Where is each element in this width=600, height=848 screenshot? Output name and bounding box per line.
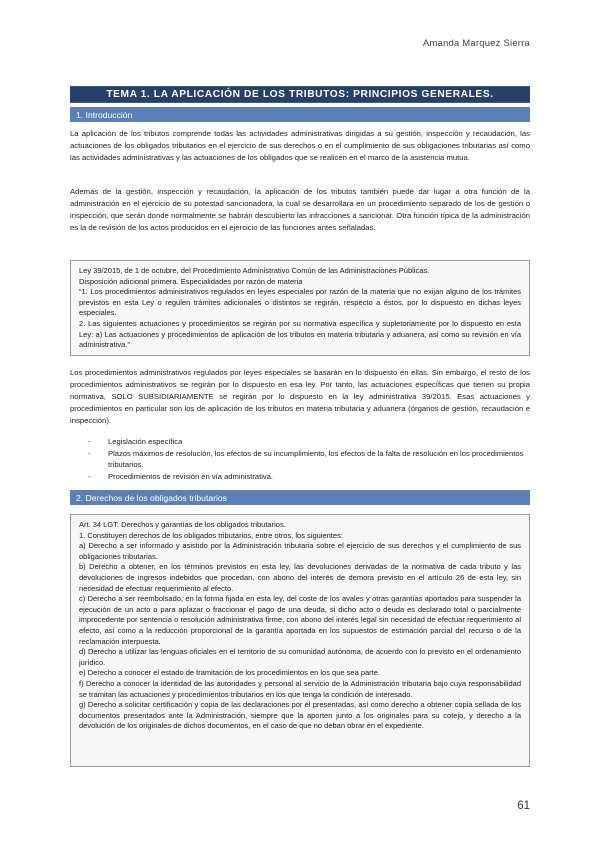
intro-paragraph-1: La aplicación de los tributos comprende todas las actividades administrativas dirigidas a su gestión, inspección y recaudación, las actuaciones de los obligados tributarios en el ejercicio de sus derechos o en el cumplimiento de sus obligaciones tributarias así como las actividades administrativas y las actuaciones de los obligados que se realicen en el marco de la asistencia mutua. [70, 129, 530, 162]
law-quote-item: “1. Los procedimientos administrativos regulados en leyes especiales por razón de la materia que no exijan alguno de los trámites previstos en esta Ley o regulen trámites adicionales o distintos se regirán, respecto a éstos, por lo dispuesto en dichas leyes especiales. [79, 287, 521, 318]
article-paragraph: a) Derecho a ser informado y asistido por la Administración tributaria sobre el ejercicio de sus derechos y el cumplimiento de sus obligaciones tributarias. [79, 541, 521, 561]
list-item [88, 436, 530, 448]
list-item [88, 471, 530, 483]
page-number: 61 [517, 800, 530, 812]
intro-paragraph-2: Además de la gestión, inspección y recaudación, la aplicación de los tributos también puede dar lugar a otra función de la administración en el ejercicio de su potestad sancionadora, la cual se desarrollara en un procedimiento separado de los de gestión o inspección, que serán donde normalmente se habrán descubierto las infracciones a sancionar. Otra función típica de la administración es la de revisión de los actos producidos en el ejercicio de las funciones antes señaladas. [70, 187, 530, 232]
list-item-text: Procedimientos de revisión en vía administrativa. [108, 471, 274, 481]
dash-bullet-icon: - [88, 471, 91, 481]
intro-paragraph-3: Los procedimientos administrativos regulados por leyes especiales se basarán en lo dispuesto en ellas. Sin embargo, el resto de los procedimientos administrativos se regirán por lo dispuesto en esa ley. Por tanto, las actuaciones específicas que tienen su propia normativa, SOLO SUBSIDIARIAMENTE se regirán por lo dispuesto en la ley administrativa 39/2015. Esas actuaciones y procedimientos en particular son los de aplicación de los tributos en materia tributaria y aduanera (órganos de gestión, recaudación e inspección). [70, 368, 530, 425]
article-paragraph: g) Derecho a solicitar certificación y copia de las declaraciones por él presentadas, así como derecho a obtener copia sellada de los documentos presentados ante la Administración, siempre que la aporten junto a los originales para su cotejo, y derecho a la devolución de los originales de dichos documentos, en el caso de que no deban obrar en el expediente. [79, 700, 521, 731]
article-paragraph: f) Derecho a conocer la identidad de las autoridades y personal al servicio de la Administración tributaria bajo cuya responsabilidad se tramitan las actuaciones y procedimientos tributarios en los que tenga la condición de interesado. [79, 678, 521, 699]
section-heading-intro: 1. Introducción [70, 107, 530, 122]
list-item-text: Legislación específica [108, 437, 183, 446]
dash-list [88, 436, 530, 482]
article-title: Art. 34 LGT: Derechos y garantías de los obligados tributarios. [79, 520, 286, 529]
author-name: Amanda Marquez Sierra [422, 38, 530, 49]
chapter-title: TEMA 1. LA APLICACIÓN DE LOS TRIBUTOS: PRINCIPIOS GENERALES. [70, 86, 530, 103]
article-paragraph: e) Derecho a conocer el estado de tramitación de los procedimientos en los que sea parte. [79, 668, 381, 678]
article-paragraph: b) Derecho a obtener, en los términos previstos en esta ley, las devoluciones derivadas de la normativa de cada tributo y las devoluciones de ingresos indebidos que procedan, con abono del interés de demora previsto en el artículo 26 de esta ley, sin necesidad de efectuar requerimiento al efecto. [79, 562, 521, 593]
article-paragraph: c) Derecho a ser reembolsado, en la forma fijada en esta ley, del coste de los avales y otras garantías aportados para suspender la ejecución de un acto o para aplazar o fraccionar el pago de una deuda, si dicho acto o deuda es declarado total o parcialmente improcedente por sentencia o resolución administrativa firme, con abono del interés legal sin necesidad de efectuar requerimiento al efecto, así como a la reducción proporcional de la garantía aportada en los supuestos de estimación parcial del recurso o de la reclamación interpuesta. [79, 594, 521, 646]
law-quote-subtitle: Disposición adicional primera. Especialidades por razón de materia [79, 276, 303, 286]
dash-bullet-icon: - [88, 448, 91, 458]
article-paragraph: 1. Constituyen derechos de los obligados tributarios, entre otros, los siguientes: [79, 530, 343, 540]
article-paragraph: d) Derecho a utilizar las lenguas oficiales en el territorio de su comunidad autónoma, de acuerdo con lo previsto en el ordenamiento jurídico. [79, 647, 521, 667]
list-item [88, 448, 530, 471]
section-heading-rights: 2. Derechos de los obligados tributarios [70, 490, 530, 505]
law-quote-title: Ley 39/2015, de 1 de octubre, del Procedimiento Administrativo Común de las Administraciones Públicas. [79, 266, 430, 275]
law-quote-box [70, 260, 530, 356]
list-item-text: Plazos máximos de resolución, los efectos de su incumplimiento, los efectos de la falta de resolución en los procedimientos tributarios. [108, 448, 524, 469]
dash-bullet-icon: - [88, 437, 91, 446]
law-quote-item: 2. Las siguientes actuaciones y procedimientos se regirán por su normativa específica y supletoriamente por lo dispuesto en esta Ley: a) Las actuaciones y procedimientos de aplicación de los tributos en materia tributaria y aduanera, así como su revisión en vía administrativa.” [79, 318, 521, 350]
article-quote-box [70, 514, 530, 767]
